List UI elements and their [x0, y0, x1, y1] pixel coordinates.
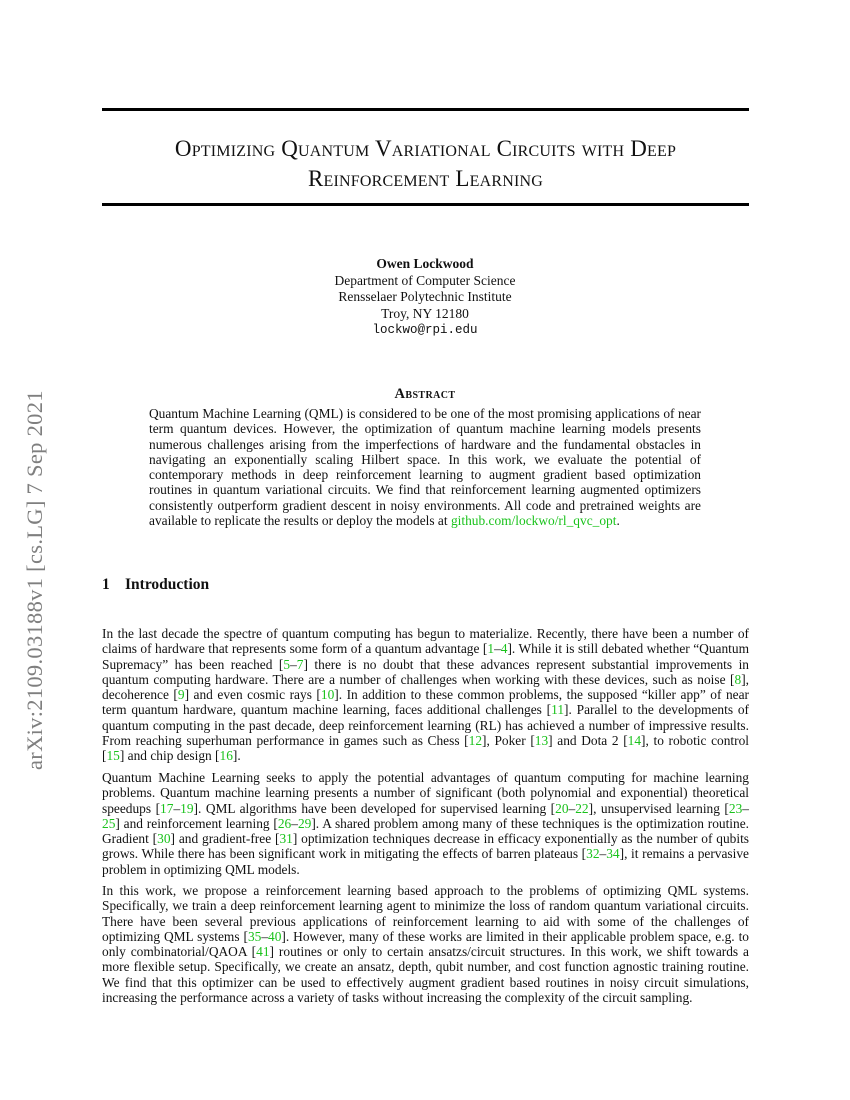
intro-paragraph: [102, 883, 749, 1005]
paragraph-text: ] and even cosmic rays [: [184, 687, 321, 703]
abstract-text: Quantum Machine Learning (QML) is considered to be one of the most promising applications of near term quantum devices. However, the optimization of quantum machine learning models presents numerous challenges arising from the imperfections of hardware and the fundamental obstacles in navigating an exponentially scaling Hilbert space. In this work, we evaluate the potential of contemporary methods in deep reinforcement learning to augment gradient based optimization routines in quantum variational circuits. We find that reinforcement learning augmented optimizers consistently outperform gradient descent in noisy environments. All code and pretrained weights are available to replicate the results or deploy the models at: [149, 406, 701, 529]
citation-link[interactable]: 35: [247, 928, 262, 944]
paragraph-text: –: [494, 641, 501, 657]
paper-title-line-2: Reinforcement Learning: [307, 166, 544, 191]
paragraph-text: ] and chip design [: [119, 748, 220, 764]
citation-link[interactable]: 17: [160, 800, 174, 816]
citation-link[interactable]: 11: [551, 702, 565, 718]
paragraph-text: ], it remains a pervasive problem in optimizing QML models.: [102, 846, 749, 877]
citation-link[interactable]: 8: [734, 671, 742, 687]
paragraph-text: ], Poker [: [482, 733, 535, 749]
paragraph-text: ].: [232, 748, 241, 764]
citation-link[interactable]: 23: [728, 800, 743, 816]
abstract-heading: Abstract: [394, 386, 456, 402]
author-name: Owen Lockwood: [376, 256, 474, 271]
paragraph-text: ]. A shared problem among many of these techniques is the optimization routine. Gradient [: [102, 815, 750, 847]
paragraph-text: –: [599, 846, 607, 862]
abstract-body: [149, 406, 701, 528]
code-repository-link[interactable]: github.com/lockwo/rl_qvc_opt: [450, 513, 617, 529]
paragraph-text: ]. Parallel to the developments of quantum computing in the past decade, deep reinforcement learning (RL) has achieved a number of impressive results. From reaching superhuman performance in games such as Chess [: [102, 702, 749, 749]
paragraph-text: ] optimization techniques decrease in efficacy exponentially as the number of qubits grows. While there has been significant work in mitigating the effects of barren plateaus [: [102, 831, 750, 862]
intro-paragraph: [102, 626, 749, 764]
paragraph-text: ]. While it is still debated whether “Quantum Supremacy” has been reached [: [102, 641, 749, 672]
paragraph-text: –: [291, 815, 298, 831]
paragraph-text: –: [261, 928, 269, 944]
citation-link[interactable]: 31: [279, 831, 293, 847]
citation-link[interactable]: 9: [177, 687, 185, 703]
paragraph-text: ]. QML algorithms have been developed for supervised learning [: [193, 800, 556, 816]
paragraph-text: ]. However, many of these works are limited in their applicable problem space, e.g. to only combinatorial/QAOA [: [102, 928, 749, 960]
citation-link[interactable]: 25: [102, 815, 116, 831]
paragraph-text: ] and gradient-free [: [170, 831, 280, 847]
citation-link[interactable]: 1: [487, 641, 495, 657]
citation-link[interactable]: 30: [157, 831, 171, 847]
paragraph-text: –: [568, 800, 576, 816]
section-number: 1: [102, 576, 110, 593]
paragraph-text: ] routines or only to certain ansatzs/circuit structures. In this work, we shift towards a more flexible setup. Specifically, we create an ansatz, depth, qubit number, and cost function agnostic training routine. We find that this optimizer can be used to effectively augment gradient based routines in noisy circuit simulations, increasing the performance across a variety of tasks without increasing the complexity of the circuit sampling.: [102, 944, 749, 1006]
paragraph-text: ] there is no doubt that these advances represent substantial improvements in quantum computing hardware. There are a number of challenges when working with these devices, such as noise [: [102, 656, 749, 687]
paper-title-line-1: Optimizing Quantum Variational Circuits with Deep: [174, 136, 677, 161]
author-institution: Rensselaer Polytechnic Institute: [338, 289, 512, 304]
citation-link[interactable]: 32: [586, 846, 600, 862]
title-rule-bottom: [102, 203, 749, 206]
citation-link[interactable]: 29: [297, 815, 312, 831]
citation-link[interactable]: 15: [106, 748, 120, 764]
paragraph-text: ] and Dota 2 [: [548, 733, 628, 749]
citation-link[interactable]: 22: [575, 800, 589, 816]
paragraph-text: Quantum Machine Learning seeks to apply the potential advantages of quantum computing for machine learning problems. Quantum machine learning presents a number of significant (both polynomial and exponential) theoretical speedups [: [102, 770, 749, 816]
citation-link[interactable]: 5: [283, 656, 291, 672]
abstract-text-end: .: [616, 513, 620, 529]
citation-link[interactable]: 10: [320, 687, 335, 703]
citation-link[interactable]: 34: [606, 846, 620, 862]
citation-link[interactable]: 20: [555, 800, 569, 816]
paragraph-text: –: [290, 656, 297, 672]
paragraph-text: ], to robotic control [: [102, 733, 750, 764]
paragraph-text: ]. In addition to these common problems, the supposed “killer app” of near term quantum hardware, quantum machine learning, faces additional challenges [: [102, 687, 749, 718]
arxiv-identifier: arXiv:2109.03188v1 [cs.LG] 7 Sep 2021: [22, 390, 47, 770]
intro-paragraph: [102, 770, 749, 877]
citation-link[interactable]: 7: [296, 656, 304, 672]
citation-link[interactable]: 4: [500, 641, 508, 657]
author-location: Troy, NY 12180: [381, 305, 469, 321]
citation-link[interactable]: 16: [219, 748, 233, 764]
citation-link[interactable]: 41: [256, 944, 270, 960]
citation-link[interactable]: 13: [534, 733, 549, 749]
section-title: Introduction: [125, 576, 210, 593]
author-block: [225, 256, 625, 339]
paper-title: [102, 134, 749, 194]
citation-link[interactable]: 14: [627, 733, 642, 749]
paragraph-text: In the last decade the spectre of quantum computing has begun to materialize. Recently, there have been a number of claims of hardware that represents some form of a quantum advantage [: [102, 626, 749, 657]
citation-link[interactable]: 19: [180, 800, 194, 816]
paragraph-text: –: [173, 800, 181, 816]
paragraph-text: ], unsupervised learning [: [588, 800, 729, 816]
paragraph-text: ] and reinforcement learning [: [115, 815, 278, 831]
section-heading-introduction: [102, 576, 209, 594]
author-department: Department of Computer Science: [334, 272, 516, 288]
author-email[interactable]: lockwo@rpi.edu: [372, 323, 478, 337]
paragraph-text: In this work, we propose a reinforcement learning based approach to the problems of optimizing QML systems. Specifically, we train a deep reinforcement learning agent to minimize the loss of random quantum variational circuits. There have been several previous applications of reinforcement learning to aid with some of the challenges of optimizing QML systems [: [102, 883, 749, 944]
citation-link[interactable]: 12: [468, 733, 483, 749]
paragraph-text: ], decoherence [: [102, 671, 749, 703]
citation-link[interactable]: 40: [268, 928, 282, 944]
citation-link[interactable]: 26: [277, 815, 292, 831]
paragraph-text: –: [742, 800, 749, 816]
title-rule-top: [102, 108, 749, 111]
